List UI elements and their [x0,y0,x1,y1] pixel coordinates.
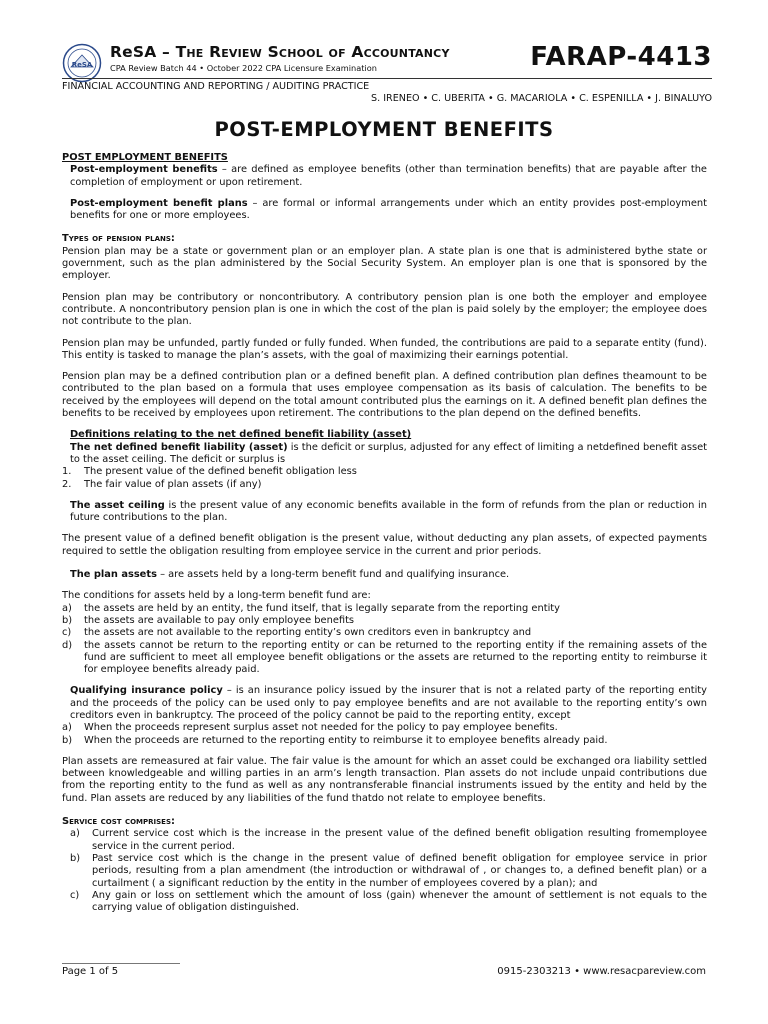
brand-dash: – [156,43,176,61]
list-item [62,627,707,639]
lettered-list [62,603,707,677]
paragraph: Pension plan may be a state or government plan or an employer plan. A state plan is one that is administered bythe state or government, such as the plan administered by the Social Security System. An employer plan is one that is sponsored by the employer. [62,245,707,282]
list-marker: a) [62,602,72,614]
batch-line: CPA Review Batch 44 • October 2022 CPA Licensure Examination [110,63,377,73]
paragraph [62,569,707,581]
term: The net defined benefit liability (asset) [70,441,288,453]
footer-divider [62,963,180,964]
list-marker: c) [70,889,80,901]
page-header [62,40,712,106]
list-text: The present value of the defined benefit obligation less [84,466,357,478]
paragraph: The conditions for assets held by a long-term benefit fund are: [62,590,371,602]
list-text: the assets cannot be return to the reporting entity or can be returned to the reporting entity if the remaining assets of the fund are sufficient to meet all employee benefit obligations or the assets are returned to the reporting entity to reimburse it for employee benefits already paid. [84,639,707,676]
list-marker: a) [62,722,72,734]
list-marker: b) [70,852,81,864]
list-marker: d) [62,639,73,651]
school-name [110,43,450,61]
subheading: Service cost comprises: [62,816,175,828]
term: The asset ceiling [70,499,165,511]
list-marker: c) [62,627,72,639]
paragraph [62,685,707,722]
paragraph [62,500,707,525]
paragraph: Pension plan may be contributory or noncontributory. A contributory pension plan is one both the employer and employee contribute. A noncontributory pension plan is one in which the cost of the plan is paid solely by the employer; the employee does not contribute to the plan. [62,291,707,328]
term: Post-employment benefits [70,164,218,176]
brand-main: ReSA [110,43,157,61]
term: The plan assets [70,569,157,581]
brand-school: The Review School of Accountancy [175,43,450,61]
list-item [62,722,707,734]
paragraph [62,442,707,467]
section-heading: Definitions relating to the net defined benefit liability (asset) [70,429,412,441]
numbered-list [62,466,707,491]
list-text: the assets are not available to the reporting entity’s own creditors even in bankruptcy and [84,627,532,639]
paragraph: The present value of a defined benefit obligation is the present value, without deducting any plan assets, of expected payments required to settle the obligation resulting from employee service in the current and prior periods. [62,533,707,557]
list-text: The fair value of plan assets (if any) [84,478,262,490]
lettered-list [62,828,707,914]
authors-line: S. IRENEO • C. UBERITA • G. MACARIOLA • C. ESPENILLA • J. BINALUYO [371,93,712,104]
definition: is the present value of any economic benefits available in the form of refunds from the plan or reduction in future contributions to the plan. [70,499,707,524]
definition: – are assets held by a long-term benefit fund and qualifying insurance. [156,569,510,581]
paragraph [62,164,707,189]
document-body [62,152,707,914]
list-marker: 2. [62,478,72,490]
paragraph: Plan assets are remeasured at fair value. The fair value is the amount for which an asset could be exchanged ora liability settled between knowledgeable and willing parties in an arm’s length transaction. Plan assets do not include unpaid contributions due from the reporting entity to the fund as well as any nontransferable financial instruments issued by the entity and held by the fund. Plan assets are reduced by any liabilities of the fund thatdo not relate to employee benefits. [62,755,707,804]
header-divider [62,78,712,79]
definition: – are defined as employee benefits (other than termination benefits) that are payable after the completion of employment or upon retirement. [70,164,707,188]
list-item [62,466,707,478]
paragraph: Pension plan may be unfunded, partly funded or fully funded. When funded, the contributions are paid to a separate entity (fund). This entity is tasked to manage the plan’s assets, with the goal of maximizing their earnings potential. [62,337,707,361]
subject-line: FINANCIAL ACCOUNTING AND REPORTING / AUDITING PRACTICE [62,81,370,92]
resa-logo-icon [62,43,102,83]
list-text: Past service cost which is the change in the present value of defined benefit obligation for employee service in prior periods, resulting from a plan amendment (the introduction or withdrawal of , or changes to, a defined benefit plan) or a curtailment ( a significant reduction by the entity in the number of employees covered by a plan); and [92,852,707,889]
list-item [62,615,707,627]
paragraph: Pension plan may be a defined contribution plan or a defined benefit plan. A defined contribution plan defines theamount to be contributed to the plan based on a formula that uses employee compensation as its basis of calculation. The benefits to be received by the employees will depend on the total amount contributed plus the earnings on it. A defined benefit plan defines the benefits to be received by employees upon retirement. The contributions to the plan depend on the defined benefits. [62,371,707,420]
list-item [62,479,707,491]
list-marker: b) [62,614,73,626]
list-marker: a) [70,828,80,840]
list-marker: 1. [62,466,72,478]
page-title: POST-EMPLOYMENT BENEFITS [214,118,554,141]
definition: – are formal or informal arrangements under which an entity provides post-employment benefits for one or more employees. [70,197,707,222]
list-text: Current service cost which is the increase in the present value of the defined benefit obligation resulting fromemployee service in the current period. [92,828,707,852]
list-text: the assets are available to pay only employee benefits [84,614,355,626]
definition: is the deficit or surplus, adjusted for any effect of limiting a netdefined benefit asset to the asset ceiling. The deficit or surplus is [70,441,707,465]
contact-info: 0915-2303213 • www.resacpareview.com [497,966,706,977]
list-item [62,603,707,615]
term: Qualifying insurance policy [70,685,223,697]
paragraph [62,198,707,223]
list-item [62,828,707,853]
list-item [62,640,707,677]
list-item [62,735,707,747]
subheading: Types of pension plans: [62,233,175,245]
list-text: Any gain or loss on settlement which the amount of loss (gain) whenever the amount of settlement is not equals to the carrying value of obligation distinguished. [92,889,707,914]
list-marker: b) [62,734,73,746]
page-number: Page 1 of 5 [62,966,119,977]
section-heading: POST EMPLOYMENT BENEFITS [62,152,228,163]
logo-lettering: ReSA [71,61,93,69]
list-text: the assets are held by an entity, the fund itself, that is legally separate from the reporting entity [84,602,560,614]
document-code: FARAP-4413 [530,42,712,72]
list-item [62,890,707,915]
term: Post-employment benefit plans [70,197,248,209]
list-text: When the proceeds are returned to the reporting entity to reimburse it to employee benefits already paid. [84,734,608,746]
lettered-list [62,722,707,747]
list-text: When the proceeds represent surplus asset not needed for the policy to pay employee benefits. [84,722,558,734]
definition: – is an insurance policy issued by the insurer that is not a related party of the reporting entity and the proceeds of the policy can be used only to pay employee benefits and are not available to the reporting entity’s own creditors even in bankruptcy. The proceed of the policy cannot be paid to the reporting entity, except [70,685,707,721]
list-item [62,853,707,890]
